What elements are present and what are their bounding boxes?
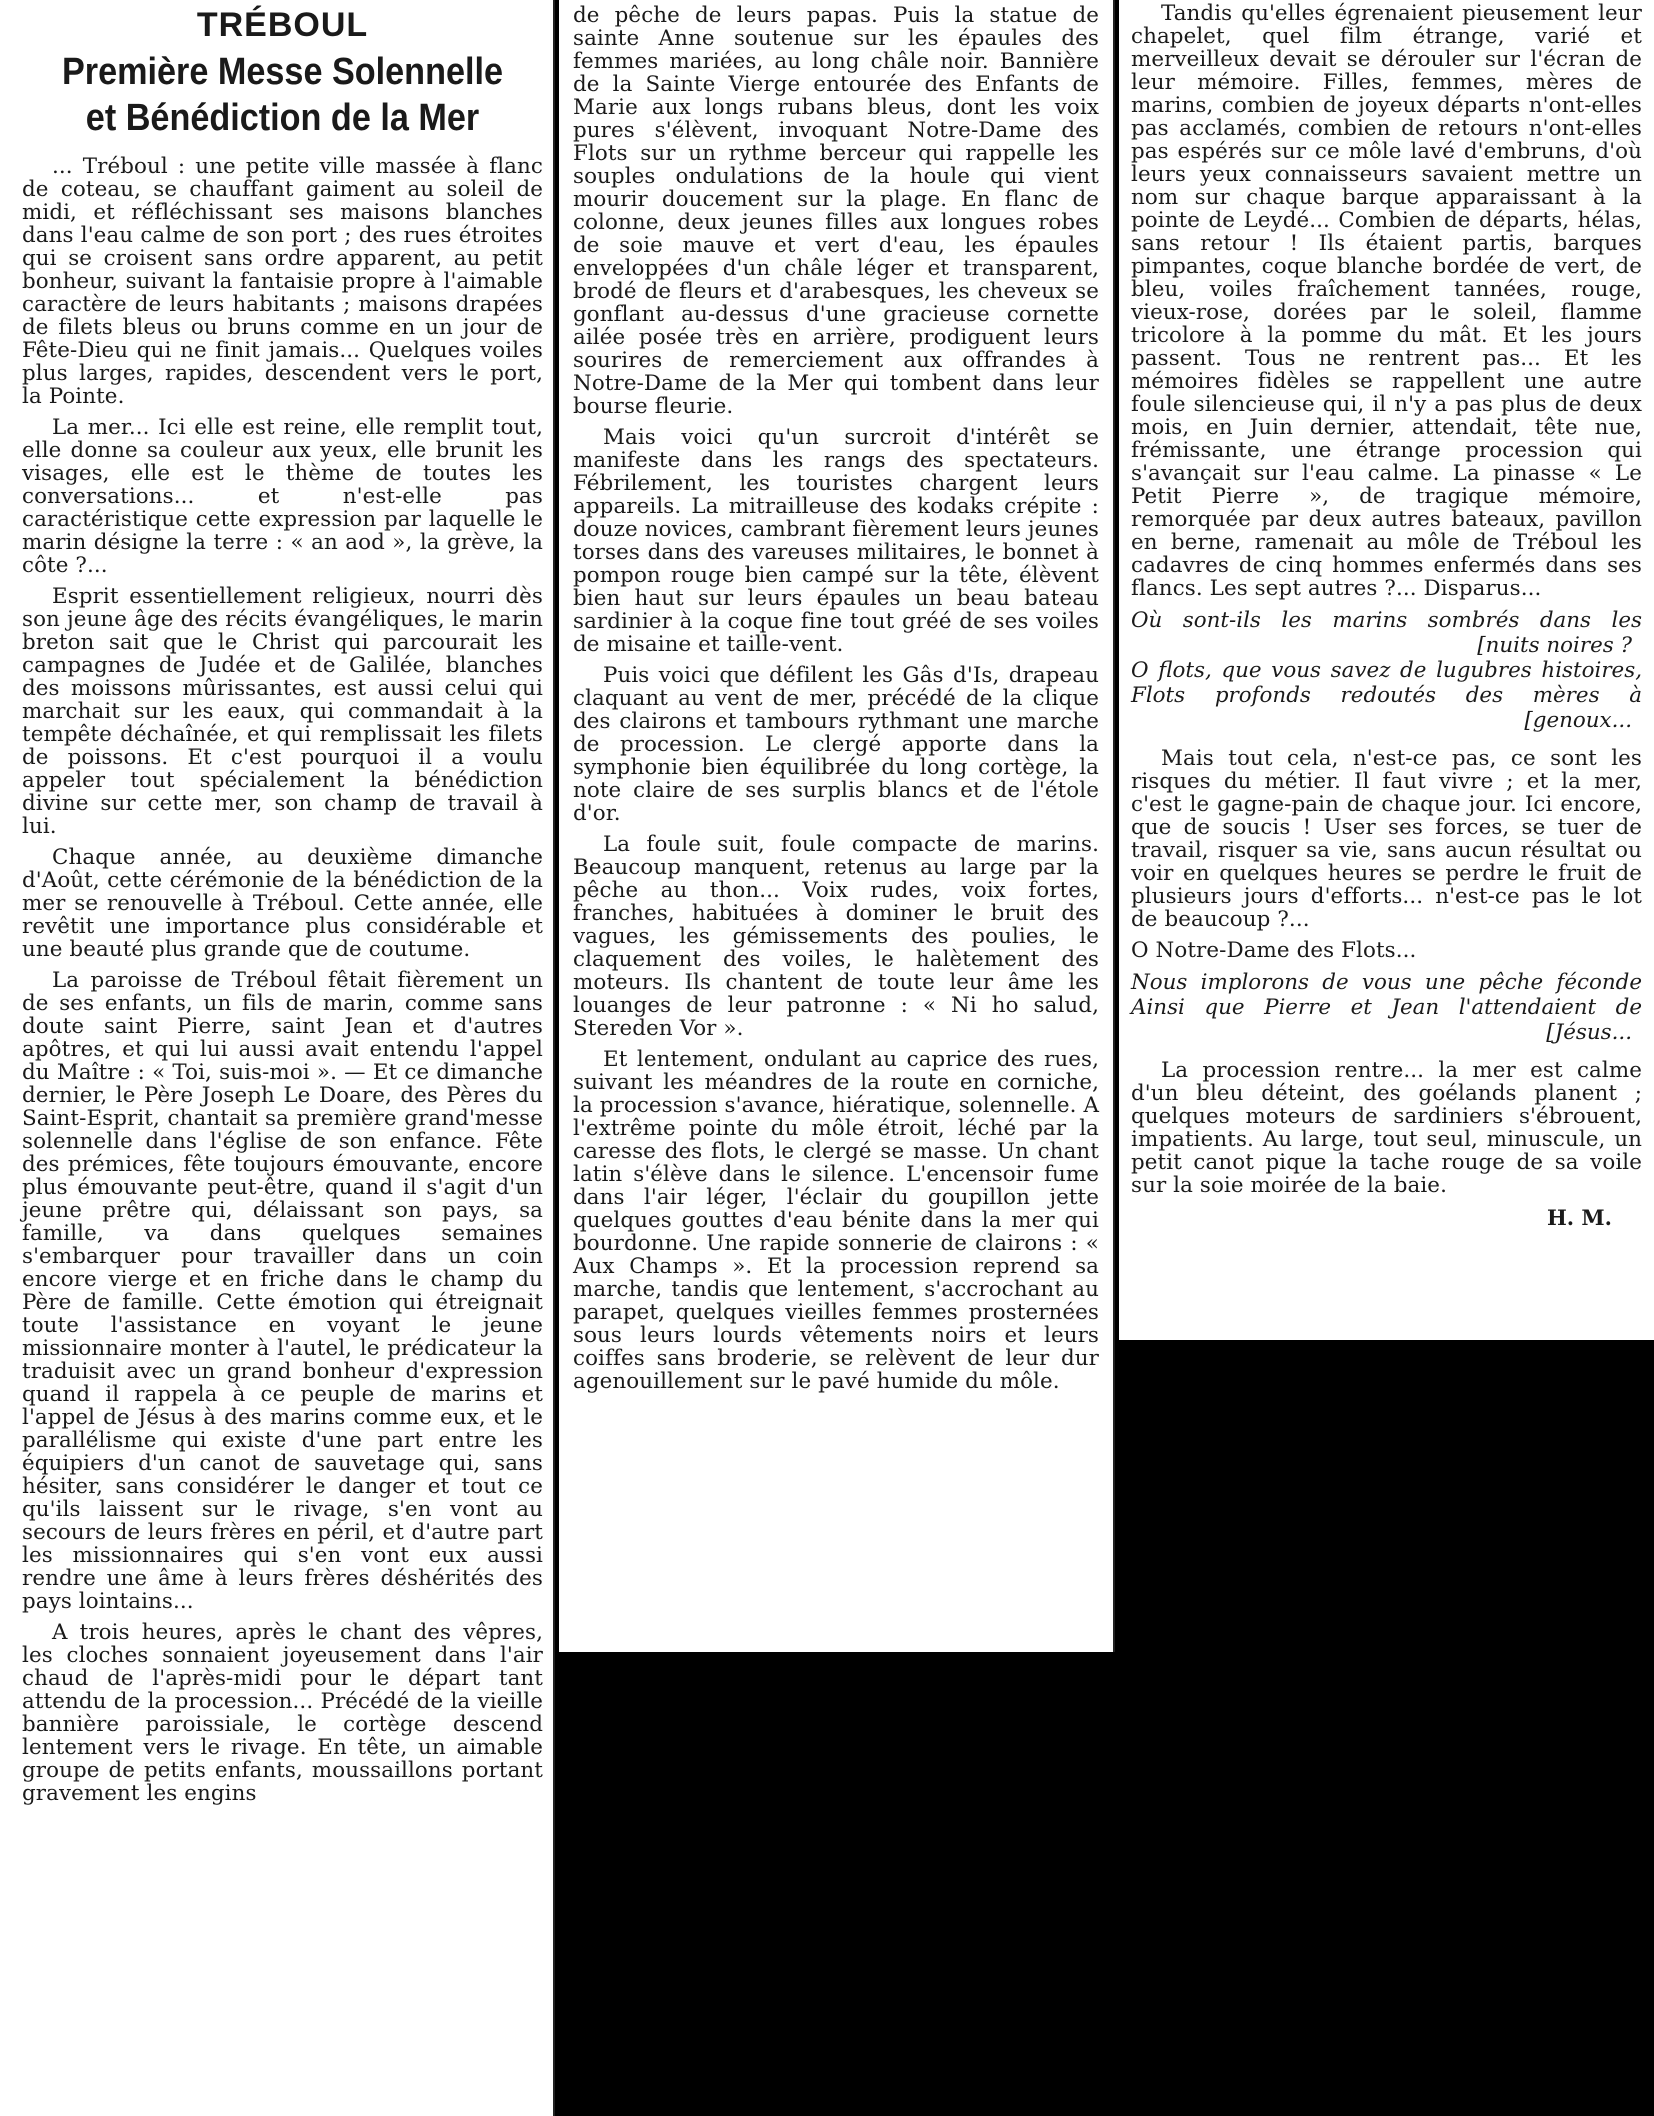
paragraph: La mer... Ici elle est reine, elle remplit tout, elle donne sa couleur aux yeux, elle brunit les visages, elle est le thème de toutes les conversations... et n'est-elle pas caractéristique cette expression par laquelle le marin désigne la terre : « an aod », la grève, la côte ?... [22,415,543,578]
poem-line: O flots, que vous savez de lugubres histoires, [1131,658,1642,683]
paragraph: Tandis qu'elles égrenaient pieusement leur chapelet, quel film étrange, varié et merveilleux devait se dérouler sur l'écran de leur mémoire. Filles, femmes, mères de marins, combien de joyeux départs n'ont-elles pas acclamés, combien de retours n'ont-elles pas espérés sur ce môle lavé d'embruns, d'où leurs yeux connaisseurs savaient mettre un nom sur chaque barque apparaissant à la pointe de Leydé... Combien de départs, hélas, sans retour ! Ils étaient partis, barques pimpantes, coque blanche bordée de vert, de bleu, voiles fraîchement tannées, rouge, vieux-rose, dorées par le soleil, flamme tricolore à la pomme du mât. Et les jours passent. Tous ne rentrent pas... Et les mémoires fidèles se rappellent une autre foule silencieuse qui, il n'y a pas plus de deux mois, en Juin dernier, attendait, tête nue, frémissante, une étrange procession qui s'avançait sur l'eau calme. La pinasse « Le Petit Pierre », de tragique mémoire, remorquée par deux autres bateaux, pavillon en berne, ramenait au môle de Tréboul les cadavres de cinq hommes enfermés dans ses flancs. Les sept autres ?... Disparus... [1131,1,1642,601]
paragraph: Mais voici qu'un surcroit d'intérêt se manifeste dans les rangs des spectateurs. Fébrilement, les touristes chargent leurs appareils. La mitrailleuse des kodaks crépite : douze novices, cambrant fièrement leurs jeunes torses dans des vareuses militaires, le bonnet à pompon rouge bien campé sur la tête, élèvent bien haut sur leurs épaules un beau bateau sardinier à la coque fine tout gréé de ses voiles de misaine et taille-vent. [573,425,1099,657]
column-1 [0,0,555,2116]
paragraph: de pêche de leurs papas. Puis la statue de sainte Anne soutenue sur les épaules des femmes mariées, au long châle noir. Bannière de la Sainte Vierge entourée des Enfants de Marie aux longs rubans bleus, dont les voix pures s'élèvent, invoquant Notre-Dame des Flots sur un rythme berceur qui rappelle les souples ondulations de la houle qui vient mourir doucement sur la plage. En flanc de colonne, deux jeunes filles aux longues robes de soie mauve et vert d'eau, les épaules enveloppées d'un châle léger et transparent, brodé de fleurs et d'arabesques, les cheveux se gonflant au-dessus d'une gracieuse cornette ailée posée très en arrière, prodiguent leurs sourires de remerciement aux offrandes à Notre-Dame de la Mer qui tombent dans leur bourse fleurie. [573,3,1099,419]
paragraph: O Notre-Dame des Flots... [1131,938,1417,963]
article-headline [48,49,517,141]
poem-line: Flots profonds redoutés des mères à [1131,683,1642,708]
headline-line-1: Première Messe Solennelle [61,51,504,93]
paragraph: Esprit essentiellement religieux, nourri dès son jeune âge des récits évangéliques, le marin breton sait que le Christ qui parcourait les campagnes de Judée et de Galilée, blanches des moissons mûrissantes, est aussi celui qui marchait sur les eaux, qui commandait à la tempête déchaînée, et qui remplissait les filets de poissons. Et c'est pourquoi il a voulu appeler tout spécialement la bénédiction divine sur cette mer, son champ de travail à lui. [22,584,543,839]
poem-line: Où sont-ils les marins sombrés dans les [1131,608,1642,633]
poem-stanza-2 [1131,970,1642,1045]
column-3 [1119,0,1654,1340]
poem-line: Nous implorons de vous une pêche féconde [1131,970,1642,995]
headline-line-2: et Bénédiction de la Mer [85,97,480,139]
paragraph: Mais tout cela, n'est-ce pas, ce sont les risques du métier. Il faut vivre ; et la mer, c'est le gagne-pain de chaque jour. Ici encore, que de soucis ! User ses forces, se tuer de travail, risquer sa vie, sans aucun résultat ou voir en quelques heures se perdre le fruit de plusieurs jours d'efforts... n'est-ce pas le lot de beaucoup ?... [1131,746,1642,932]
paragraph: ... Tréboul : une petite ville massée à flanc de coteau, se chauffant gaiment au soleil de midi, et réfléchissant ses maisons blanches dans l'eau calme de son port ; des rues étroites qui se croisent sans ordre apparent, au petit bonheur, suivant la fantaisie propre à l'aimable caractère de leurs habitants ; maisons drapées de filets bleus ou bruns comme en un jour de Fête-Dieu qui ne finit jamais... Quelques voiles plus larges, rapides, descendent vers le port, la Pointe. [22,154,543,409]
paragraph: La paroisse de Tréboul fêtait fièrement un de ses enfants, un fils de marin, comme sans doute saint Pierre, saint Jean et d'autres apôtres, et qui lui aussi avait entendu l'appel du Maître : « Toi, suis-moi ». — Et ce dimanche dernier, le Père Joseph Le Doare, des Pères du Saint-Esprit, chantait sa première grand'messe solennelle dans l'église de son enfance. Fête des prémices, fête toujours émouvante, encore plus émouvante peut-être, quand il s'agit d'un jeune prêtre qui, délaissant son pays, sa famille, va dans quelques semaines s'embarquer pour travailler dans un coin encore vierge et en friche dans le champ du Père de famille. Cette émotion qui étreignait toute l'assistance en voyant le jeune missionnaire monter à l'autel, le prédicateur la traduisit avec un grand bonheur d'expression quand il rappela à ce peuple de marins et l'appel de Jésus à des marins comme eux, et le parallélisme qui existe d'une part entre les équipiers d'un canot de sauvetage qui, sans hésiter, sans considérer le danger et tout ce qu'ils laissent sur le rivage, s'en vont au secours de leurs frères en péril, et d'autre part les missionnaires qui s'en vont eux aussi rendre une âme à leurs frères déshérités des pays lointains... [22,968,543,1614]
article-kicker: TRÉBOUL [196,6,369,44]
column-2 [559,0,1115,1652]
paragraph: A trois heures, après le chant des vêpres, les cloches sonnaient joyeusement dans l'air chaud de l'après-midi pour le départ tant attendu de la procession... Précédé de la vieille bannière paroissiale, le cortège descend lentement vers le rivage. En tête, un aimable groupe de petits enfants, moussaillons portant gravement les engins [22,1620,543,1806]
poem-line-continuation: [nuits noires ? [1477,633,1632,658]
poem-line-continuation: [genoux... [1524,708,1632,733]
paragraph: Et lentement, ondulant au caprice des rues, suivant les méandres de la route en corniche, la procession s'avance, hiératique, solennelle. A l'extrême pointe du môle étroit, léché par la caresse des flots, le clergé se masse. Un chant latin s'élève dans le silence. L'encensoir fume dans l'air léger, l'éclair du goupillon jette quelques gouttes d'eau bénite dans la mer qui bourdonne. Une rapide sonnerie de clairons : « Aux Champs ». Et la procession reprend sa marche, tandis que lentement, s'accrochant au parapet, quelques vieilles femmes prosternées sous leurs lourds vêtements noirs et leurs coiffes sans broderie, se relèvent de leur dur agenouillement sur le pavé humide du môle. [573,1047,1099,1394]
poem-line: Ainsi que Pierre et Jean l'attendaient de [1131,995,1642,1020]
poem-stanza-1 [1131,608,1642,733]
paragraph: La procession rentre... la mer est calme d'un bleu déteint, des goélands planent ; quelques moteurs de sardiniers s'ébrouent, impatients. Au large, tout seul, minuscule, un petit canot pique la tache rouge de sa voile sur la soie moirée de la baie. [1131,1058,1642,1198]
paragraph: Chaque année, au deuxième dimanche d'Août, cette cérémonie de la bénédiction de la mer se renouvelle à Tréboul. Cette année, elle revêtit une importance plus considérable et une beauté plus grande que de coutume. [22,845,543,962]
paragraph: La foule suit, foule compacte de marins. Beaucoup manquent, retenus au large par la pêche au thon... Voix rudes, voix fortes, franches, habituées à dominer le bruit des vagues, les gémissements des poulies, le claquement des voiles, le halètement des moteurs. Ils chantent de toute leur âme les louanges de leur patronne : « Ni ho salud, Stereden Vor ». [573,832,1099,1041]
poem-line-continuation: [Jésus... [1546,1020,1632,1045]
paragraph: Puis voici que défilent les Gâs d'Is, drapeau claquant au vent de mer, précédé de la clique des clairons et tambours rythmant une marche de procession. Le clergé apporte dans la symphonie bien équilibrée du long cortège, la note claire de ses surplis blancs et de l'étole d'or. [573,663,1099,826]
author-signature: H. M. [1546,1205,1612,1230]
